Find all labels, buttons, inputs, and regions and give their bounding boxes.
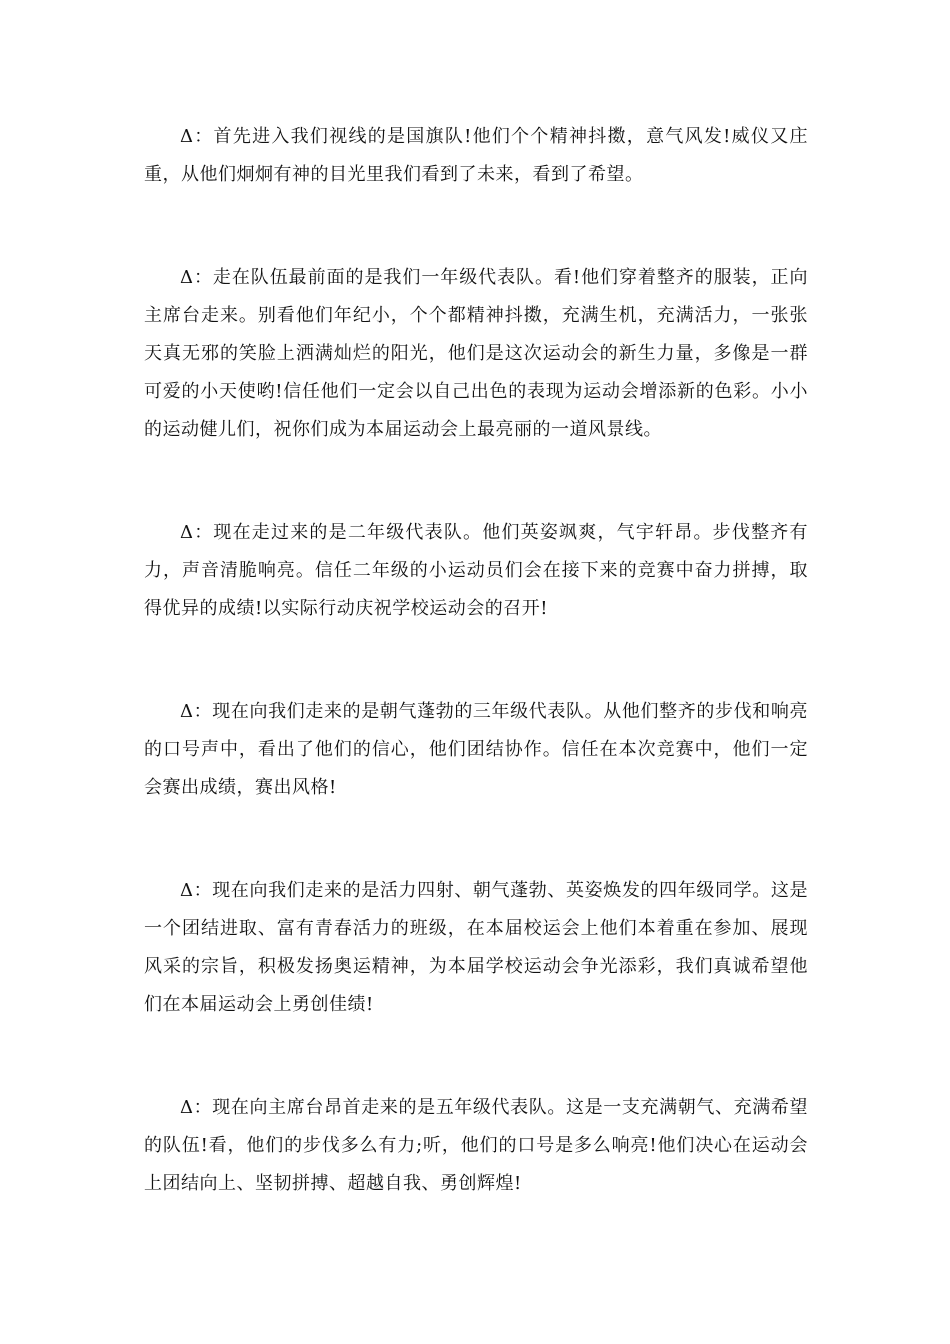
paragraph-gap <box>144 807 808 872</box>
document-body <box>144 118 808 1203</box>
paragraph-gap <box>144 1024 808 1089</box>
paragraph-gap <box>144 628 808 693</box>
paragraph-grade-1: Δ：走在队伍最前面的是我们一年级代表队。看!他们穿着整齐的服装，正向主席台走来。别看他们年纪小，个个都精神抖擞，充满生机，充满活力，一张张天真无邪的笑脸上洒满灿烂的阳光，他们是这次运动会的新生力量，多像是一群可爱的小天使哟!信任他们一定会以自己出色的表现为运动会增添新的色彩。小小的运动健儿们，祝你们成为本届运动会上最亮丽的一道风景线。 <box>144 267 808 440</box>
paragraph-flag-team: Δ：首先进入我们视线的是国旗队!他们个个精神抖擞，意气风发!威仪又庄重，从他们炯炯有神的目光里我们看到了未来，看到了希望。 <box>144 126 808 185</box>
paragraph-grade-4: Δ：现在向我们走来的是活力四射、朝气蓬勃、英姿焕发的四年级同学。这是一个团结进取、富有青春活力的班级，在本届校运会上他们本着重在参加、展现风采的宗旨，积极发扬奥运精神，为本届学校运动会争光添彩，我们真诚希望他们在本届运动会上勇创佳绩! <box>144 880 808 1015</box>
paragraph-grade-2: Δ：现在走过来的是二年级代表队。他们英姿飒爽，气宇轩昂。步伐整齐有力，声音清脆响亮。信任二年级的小运动员们会在接下来的竞赛中奋力拼搏，取得优异的成绩!以实际行动庆祝学校运动会的召开! <box>144 522 808 619</box>
paragraph-gap <box>144 194 808 259</box>
paragraph-grade-3: Δ：现在向我们走来的是朝气蓬勃的三年级代表队。从他们整齐的步伐和响亮的口号声中，看出了他们的信心，他们团结协作。信任在本次竞赛中，他们一定会赛出成绩，赛出风格! <box>144 701 808 798</box>
paragraph-gap <box>144 449 808 514</box>
paragraph-grade-5: Δ：现在向主席台昂首走来的是五年级代表队。这是一支充满朝气、充满希望的队伍!看，他们的步伐多么有力;听，他们的口号是多么响亮!他们决心在运动会上团结向上、坚韧拼搏、超越自我、勇创辉煌! <box>144 1097 808 1194</box>
